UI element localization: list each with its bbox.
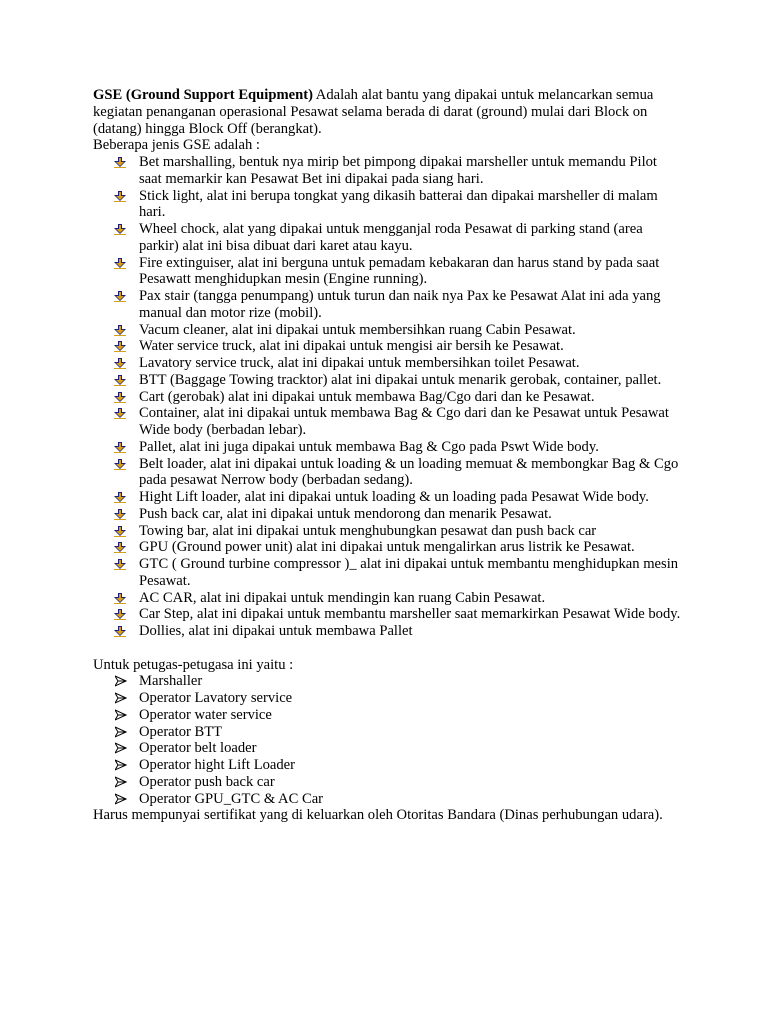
staff-heading: Untuk petugas-petugasa ini yaitu :: [93, 656, 294, 673]
gse-list-item-text: Car Step, alat ini dipakai untuk membantu marsheller saat memarkirkan Pesawat Wide body.: [139, 606, 681, 623]
gse-list-item: [93, 439, 683, 456]
check-arrow-icon: [115, 793, 127, 805]
staff-list-item-text: Marshaller: [139, 673, 203, 690]
arrow-bullet-icon: [114, 542, 126, 553]
staff-list-item: [93, 774, 683, 791]
arrow-bullet-icon: [114, 392, 126, 403]
staff-list-item: [93, 707, 683, 724]
arrow-bullet-icon: [114, 609, 126, 620]
staff-list-item: [93, 791, 683, 808]
arrow-bullet-icon: [114, 325, 126, 336]
staff-list-item-text: Operator GPU_GTC & AC Car: [139, 790, 324, 807]
gse-list-item-text: Lavatory service truck, alat ini dipakai untuk membersihkan toilet Pesawat.: [139, 355, 580, 371]
intro-text: Adalah alat bantu yang dipakai untuk melancarkan semua kegiatan penanganan operasional Pesawat selama berada di darat (ground) mulai dari Block on (datang) hingga Block Off (berangkat).: [93, 87, 654, 137]
gse-list-item: [93, 372, 683, 389]
check-arrow-icon: [115, 759, 127, 771]
staff-list-item-text: Operator belt loader: [139, 740, 257, 757]
staff-list-item-text: Operator push back car: [139, 773, 275, 790]
arrow-bullet-icon: [114, 442, 126, 453]
arrow-bullet-icon: [114, 408, 126, 419]
gse-list-item: [93, 288, 683, 322]
staff-list-item-text: Operator hight Lift Loader: [139, 757, 296, 773]
gse-list-item-text: GTC ( Ground turbine compressor )_ alat ini dipakai untuk membantu menghidupkan mesin Pesawat.: [139, 556, 679, 589]
staff-list-item: [93, 724, 683, 741]
gse-list-item: [93, 154, 683, 188]
arrow-bullet-icon: [114, 492, 126, 503]
gse-list-item: [93, 506, 683, 523]
gse-list-item-text: Stick light, alat ini berupa tongkat yang dikasih batterai dan dipakai marsheller di malam hari.: [139, 187, 658, 221]
arrow-bullet-icon: [114, 559, 126, 570]
gse-list-item: [93, 255, 683, 289]
gse-list-item-text: Push back car, alat ini dipakai untuk mendorong dan menarik Pesawat.: [139, 505, 552, 522]
gse-list-item: [93, 539, 683, 556]
gse-list-item: [93, 221, 683, 255]
gse-list-item-text: BTT (Baggage Towing tracktor) alat ini dipakai untuk menarik gerobak, container, pallet.: [139, 371, 662, 388]
gse-list-item-text: Pax stair (tangga penumpang) untuk turun dan naik nya Pax ke Pesawat Alat ini ada yang manual dan motor rize (mobil).: [139, 288, 661, 321]
arrow-bullet-icon: [114, 224, 126, 235]
gse-list-item: [93, 405, 683, 439]
intro-bold-term: GSE (Ground Support Equipment): [93, 87, 313, 103]
gse-list-item: [93, 489, 683, 506]
gse-list-item: [93, 590, 683, 607]
gse-list-item-text: Dollies, alat ini dipakai untuk membawa Pallet: [139, 623, 413, 639]
staff-list-item-text: Operator BTT: [139, 723, 223, 740]
check-arrow-icon: [115, 742, 127, 754]
gse-list-item: [93, 606, 683, 623]
gse-list-item: [93, 389, 683, 406]
arrow-bullet-icon: [114, 459, 126, 470]
check-arrow-icon: [115, 776, 127, 788]
gse-list-item-text: Hight Lift loader, alat ini dipakai untuk loading & un loading pada Pesawat Wide body.: [139, 489, 649, 505]
document-page: [93, 87, 683, 824]
arrow-bullet-icon: [114, 358, 126, 369]
gse-list-item-text: Fire extinguiser, alat ini berguna untuk pemadam kebakaran dan harus stand by pada saat Pesawatt menghidupkan mesin (Engine running).: [139, 254, 660, 288]
gse-list-item-text: Cart (gerobak) alat ini dipakai untuk membawa Bag/Cgo dari dan ke Pesawat.: [139, 388, 595, 405]
gse-list-item: [93, 188, 683, 222]
check-arrow-icon: [115, 726, 127, 738]
intro-paragraph: [93, 87, 683, 137]
gse-list-item-text: Pallet, alat ini juga dipakai untuk membawa Bag & Cgo pada Pswt Wide body.: [139, 438, 599, 455]
arrow-bullet-icon: [114, 375, 126, 386]
check-arrow-icon: [115, 692, 127, 704]
gse-list-item: [93, 623, 683, 640]
gse-list-item: [93, 523, 683, 540]
gse-list-item-text: GPU (Ground power unit) alat ini dipakai untuk mengalirkan arus listrik ke Pesawat.: [139, 539, 635, 556]
check-arrow-icon: [115, 709, 127, 721]
gse-list-item-text: AC CAR, alat ini dipakai untuk mendingin kan ruang Cabin Pesawat.: [139, 589, 546, 606]
arrow-bullet-icon: [114, 526, 126, 537]
staff-list-item: [93, 673, 683, 690]
arrow-bullet-icon: [114, 291, 126, 302]
check-arrow-icon: [115, 675, 127, 687]
gse-list-item: [93, 456, 683, 490]
gse-list-item-text: Wheel chock, alat yang dipakai untuk mengganjal roda Pesawat di parking stand (area parkir) alat ini bisa dibuat dari karet atau kayu.: [139, 221, 643, 254]
staff-list-item: [93, 740, 683, 757]
gse-list-item: [93, 322, 683, 339]
staff-list-item: [93, 757, 683, 774]
gse-list-item-text: Vacum cleaner, alat ini dipakai untuk membersihkan ruang Cabin Pesawat.: [139, 321, 576, 338]
arrow-bullet-icon: [114, 157, 126, 168]
gse-list-item: [93, 338, 683, 355]
staff-list-item-text: Operator water service: [139, 706, 272, 723]
gse-list-item-text: Towing bar, alat ini dipakai untuk menghubungkan pesawat dan push back car: [139, 522, 597, 539]
arrow-bullet-icon: [114, 191, 126, 202]
arrow-bullet-icon: [114, 341, 126, 352]
spacer: [93, 640, 683, 657]
gse-list-item-text: Belt loader, alat ini dipakai untuk loading & un loading memuat & membongkar Bag & Cgo pada pesawat Nerrow body (berbadan sedang).: [139, 455, 679, 489]
gse-list-item-text: Container, alat ini dipakai untuk membawa Bag & Cgo dari dan ke Pesawat untuk Pesawat Wide body (berbadan lebar).: [139, 405, 669, 438]
gse-list: [93, 154, 683, 640]
staff-list: [93, 673, 683, 807]
closing-paragraph: Harus mempunyai sertifikat yang di keluarkan oleh Otoritas Bandara (Dinas perhubungan udara).: [93, 807, 663, 824]
arrow-bullet-icon: [114, 593, 126, 604]
arrow-bullet-icon: [114, 509, 126, 520]
staff-list-item-text: Operator Lavatory service: [139, 690, 293, 706]
arrow-bullet-icon: [114, 258, 126, 269]
arrow-bullet-icon: [114, 626, 126, 637]
gse-list-item: [93, 355, 683, 372]
gse-list-item-text: Water service truck, alat ini dipakai untuk mengisi air bersih ke Pesawat.: [139, 338, 564, 355]
types-heading: Beberapa jenis GSE adalah :: [93, 137, 260, 154]
gse-list-item-text: Bet marshalling, bentuk nya mirip bet pimpong dipakai marsheller untuk memandu Pilot saat memarkir kan Pesawat Bet ini dipakai pada siang hari.: [139, 154, 657, 187]
staff-list-item: [93, 690, 683, 707]
gse-list-item: [93, 556, 683, 590]
